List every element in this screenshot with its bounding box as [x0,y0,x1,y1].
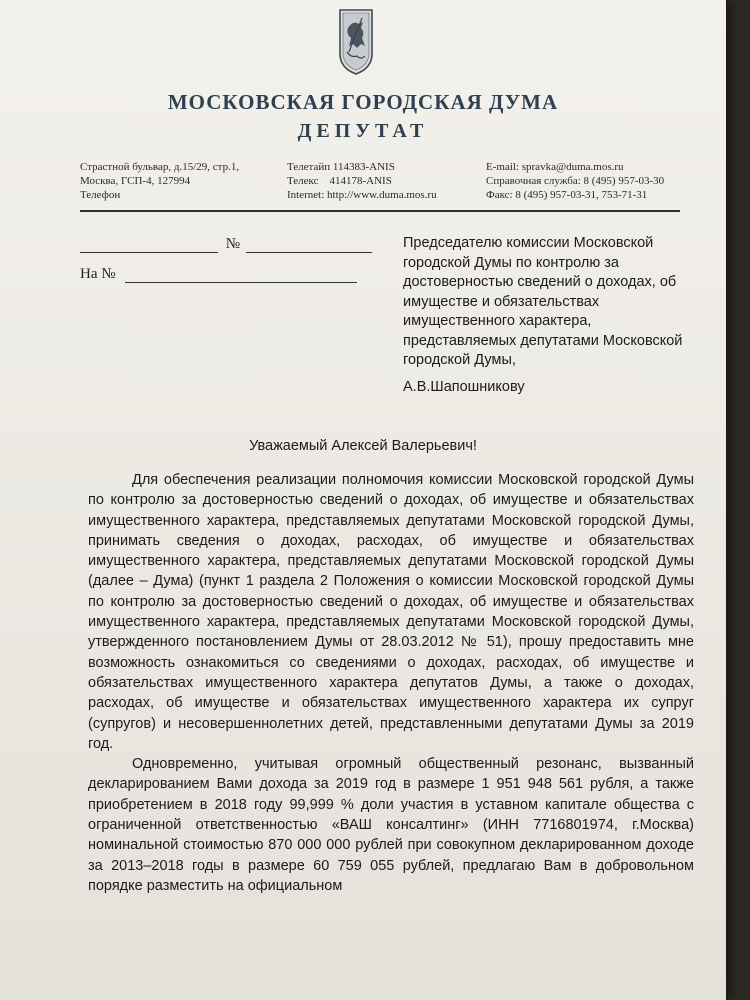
body-paragraph: Одновременно, учитывая огромный общественный резонанс, вызванный декларированием Вами дохода за 2019 год в размере 1 951 948 561 рубля, а также приобретением в 2018 году 99,999 % доли участия в уставном капитале общества с ограниченной ответственностью «ВАШ консалтинг» (ИНН 7716801974, г.Москва) номинальной стоимостью 870 000 000 рублей при совокупном декларированном доходе за 2013–2018 годы в размере 60 759 055 рублей, предлагаю Вам в добровольном порядке разместить на официальном [88,756,694,894]
salutation: Уважаемый Алексей Валерьевич! [249,438,477,454]
fax-line: Факс: 8 (495) 957-03-31, 753-71-31 [486,189,648,201]
address-line: Москва, ГСП-4, 127994 [80,175,191,187]
reply-number-blank [125,268,357,283]
addressee-name: А.В.Шапошникову [403,379,525,395]
letterhead-divider [80,210,680,212]
teletype-line: Телетайп 114383-ANIS [287,161,395,173]
letter-body [88,470,694,896]
incoming-reference [80,266,357,283]
email-line: E-mail: spravka@duma.mos.ru [486,161,624,173]
reply-label: На № [80,266,116,282]
contact-block [486,160,664,202]
moscow-coat-of-arms-icon [337,8,375,88]
website-line: Internet: http://www.duma.mos.ru [287,189,437,201]
sender-role: ДЕПУТАТ [297,120,429,142]
telecom-block [287,160,437,202]
addressee-position: Председателю комиссии Московской городской Думы по контролю за достоверностью сведений о доходах, об имуществе и обязательствах имущественного характера, представляемых депутатами Московской городской Думы, [403,235,683,368]
outgoing-reference [80,236,372,253]
number-sign: № [225,236,241,252]
org-name: МОСКОВСКАЯ ГОРОДСКАЯ ДУМА [167,90,559,114]
address-line: Страстной бульвар, д.15/29, стр.1, [80,161,240,173]
telex-line: Телекс 414178-ANIS [287,175,392,187]
number-blank [246,238,372,253]
address-block [80,160,239,202]
helpdesk-line: Справочная служба: 8 (495) 957-03-30 [486,175,665,187]
date-blank [80,238,218,253]
body-paragraph: Для обеспечения реализации полномочия комиссии Московской городской Думы по контролю за достоверностью сведений о доходах, об имуществе и обязательствах имущественного характера, представляемых депутатами Московской городской Думы, принимать сведения о доходах, расходах, об имуществе и обязательствах имущественного характера, представляемых депутатами Московской городской Думы (далее – Дума) (пункт 1 раздела 2 Положения о комиссии Московской городской Думы по контролю за достоверностью сведений о доходах, об имуществе и обязательствах имущественного характера, представляемых депутатами Московской городской Думы, утвержденного постановлением Думы от 28.03.2012 № 51), прошу предоставить мне возможность ознакомиться со сведениями о доходах, расходах, об имуществе и обязательствах имущественного характера депутатов Думы, а также о доходах, расходах, об имуществе и обязательствах имущественного характера их супруг (супругов) и несовершеннолетних детей, представленными депутатами Думы за 2019 год. [88,472,694,752]
address-line: Телефон [80,189,121,201]
